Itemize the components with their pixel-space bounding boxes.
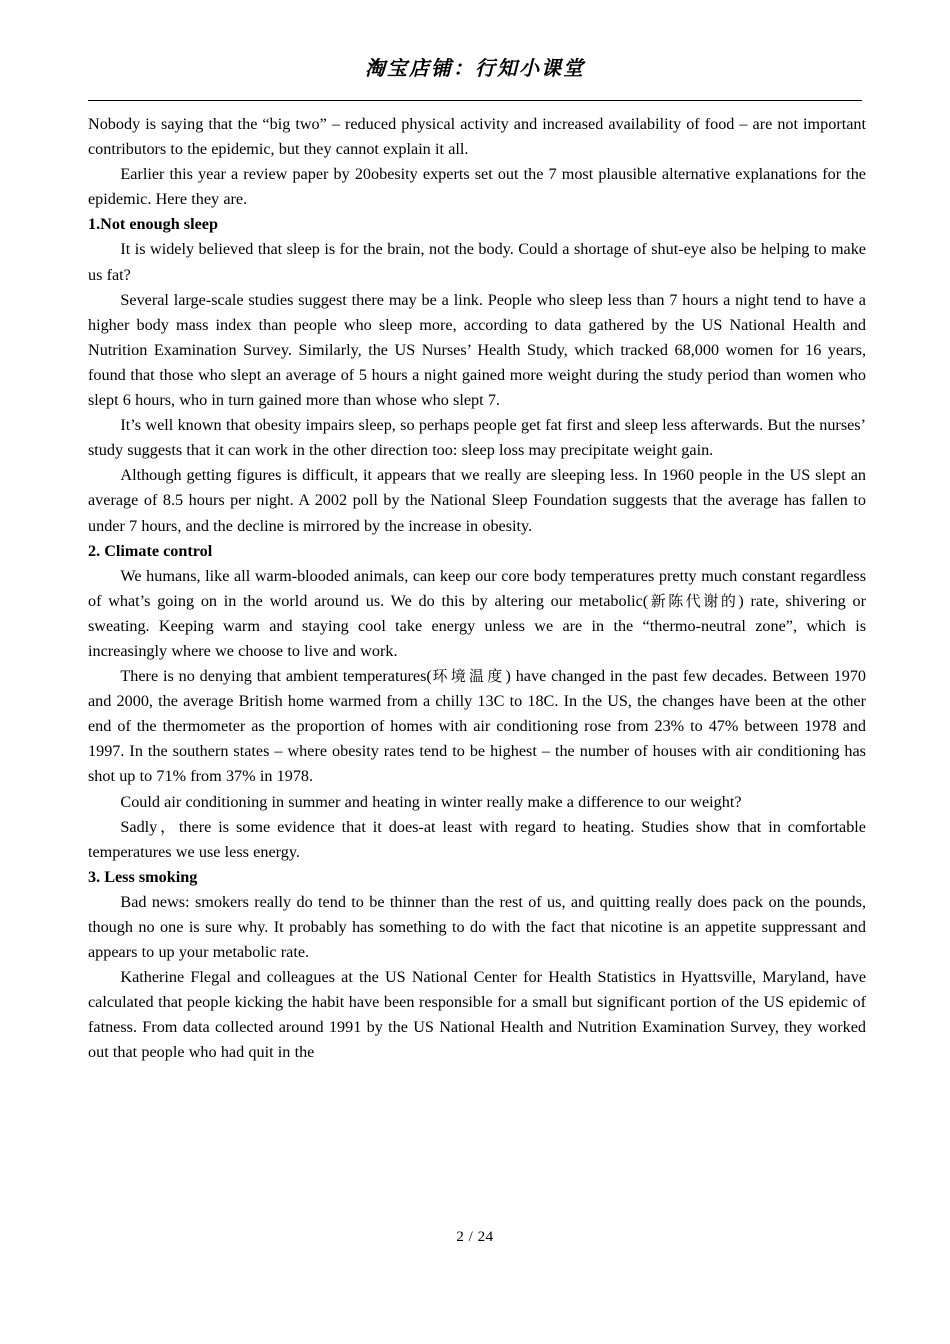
section-heading: 1.Not enough sleep xyxy=(88,215,218,234)
body-paragraph: Although getting figures is difficult, it appears that we really are sleeping less. In 1960 people in the US slept an average of 8.5 hours per night. A 2002 poll by the National Sleep Foundation suggests that the average has fallen to under 7 hours, and the decline is mirrored by the increase in obesity. xyxy=(88,466,866,535)
body-paragraph: It is widely believed that sleep is for the brain, not the body. Could a shortage of shut-eye also be helping to make us fat? xyxy=(88,240,866,284)
body-paragraph: Nobody is saying that the “big two” – reduced physical activity and increased availability of food – are not important contributors to the epidemic, but they cannot explain it all. xyxy=(88,115,866,159)
page-header xyxy=(88,56,862,80)
page-footer xyxy=(0,1228,950,1246)
body-paragraph: Katherine Flegal and colleagues at the US National Center for Health Statistics in Hyattsville, Maryland, have calculated that people kicking the habit have been responsible for a small but significant portion of the US epidemic of fatness. From data collected around 1991 by the US National Health and Nutrition Examination Survey, they worked out that people who had quit in the xyxy=(88,968,866,1062)
body-paragraph: There is no denying that ambient temperatures(环境温度) have changed in the past few decades. Between 1970 and 2000, the average British home warmed from a chilly 13C to 18C. In the US, the changes have been at the other end of the thermometer as the proportion of homes with air conditioning rose from 23% to 47% between 1978 and 1997. In the southern states – where obesity rates tend to be highest – the number of houses with air conditioning has shot up to 71% from 37% in 1978. xyxy=(88,667,867,786)
body-paragraph: It’s well known that obesity impairs sleep, so perhaps people get fat first and sleep less afterwards. But the nurses’ study suggests that it can work in the other direction too: sleep loss may precipitate weight gain. xyxy=(88,416,866,460)
chinese-gloss: 环境温度 xyxy=(431,667,506,686)
header-shop-title: 淘宝店铺：行知小课堂 xyxy=(365,56,585,80)
chinese-gloss: 新陈代谢的 xyxy=(648,591,739,610)
body-paragraph: Several large-scale studies suggest there may be a link. People who sleep less than 7 hours a night tend to have a higher body mass index than people who sleep more, according to data gathered by the US National Health and Nutrition Examination Survey. Similarly, the US Nurses’ Health Study, which tracked 68,000 women for 16 years, found that those who slept an average of 5 hours a night gained more weight during the study period than women who slept 6 hours, who in turn gained more than whose who slept 7. xyxy=(88,290,866,410)
body-paragraph: We humans, like all warm-blooded animals, can keep our core body temperatures pretty much constant regardless of what’s going on in the world around us. We do this by altering our metabolic(新陈代谢的) rate, shivering or sweating. Keeping warm and staying cool take energy unless we are in the “thermo-neutral zone”, which is increasingly where we choose to live and work. xyxy=(88,566,866,660)
header-divider xyxy=(88,100,862,101)
section-heading: 3. Less smoking xyxy=(88,867,198,886)
body-paragraph: Earlier this year a review paper by 20obesity experts set out the 7 most plausible alternative explanations for the epidemic. Here they are. xyxy=(88,165,866,209)
section-heading: 2. Climate control xyxy=(88,541,213,560)
page-number: 2 / 24 xyxy=(456,1229,494,1245)
body-paragraph: Bad news: smokers really do tend to be thinner than the rest of us, and quitting really does pack on the pounds, though no one is sure why. It probably has something to do with the fact that nicotine is an appetite suppressant and appears to up your metabolic rate. xyxy=(88,892,866,962)
document-body xyxy=(88,112,866,1066)
body-paragraph: Could air conditioning in summer and heating in winter really make a difference to our weight? xyxy=(120,792,742,811)
body-paragraph: Sadly，there is some evidence that it does-at least with regard to heating. Studies show that in comfortable temperatures we use less energy. xyxy=(88,817,866,861)
